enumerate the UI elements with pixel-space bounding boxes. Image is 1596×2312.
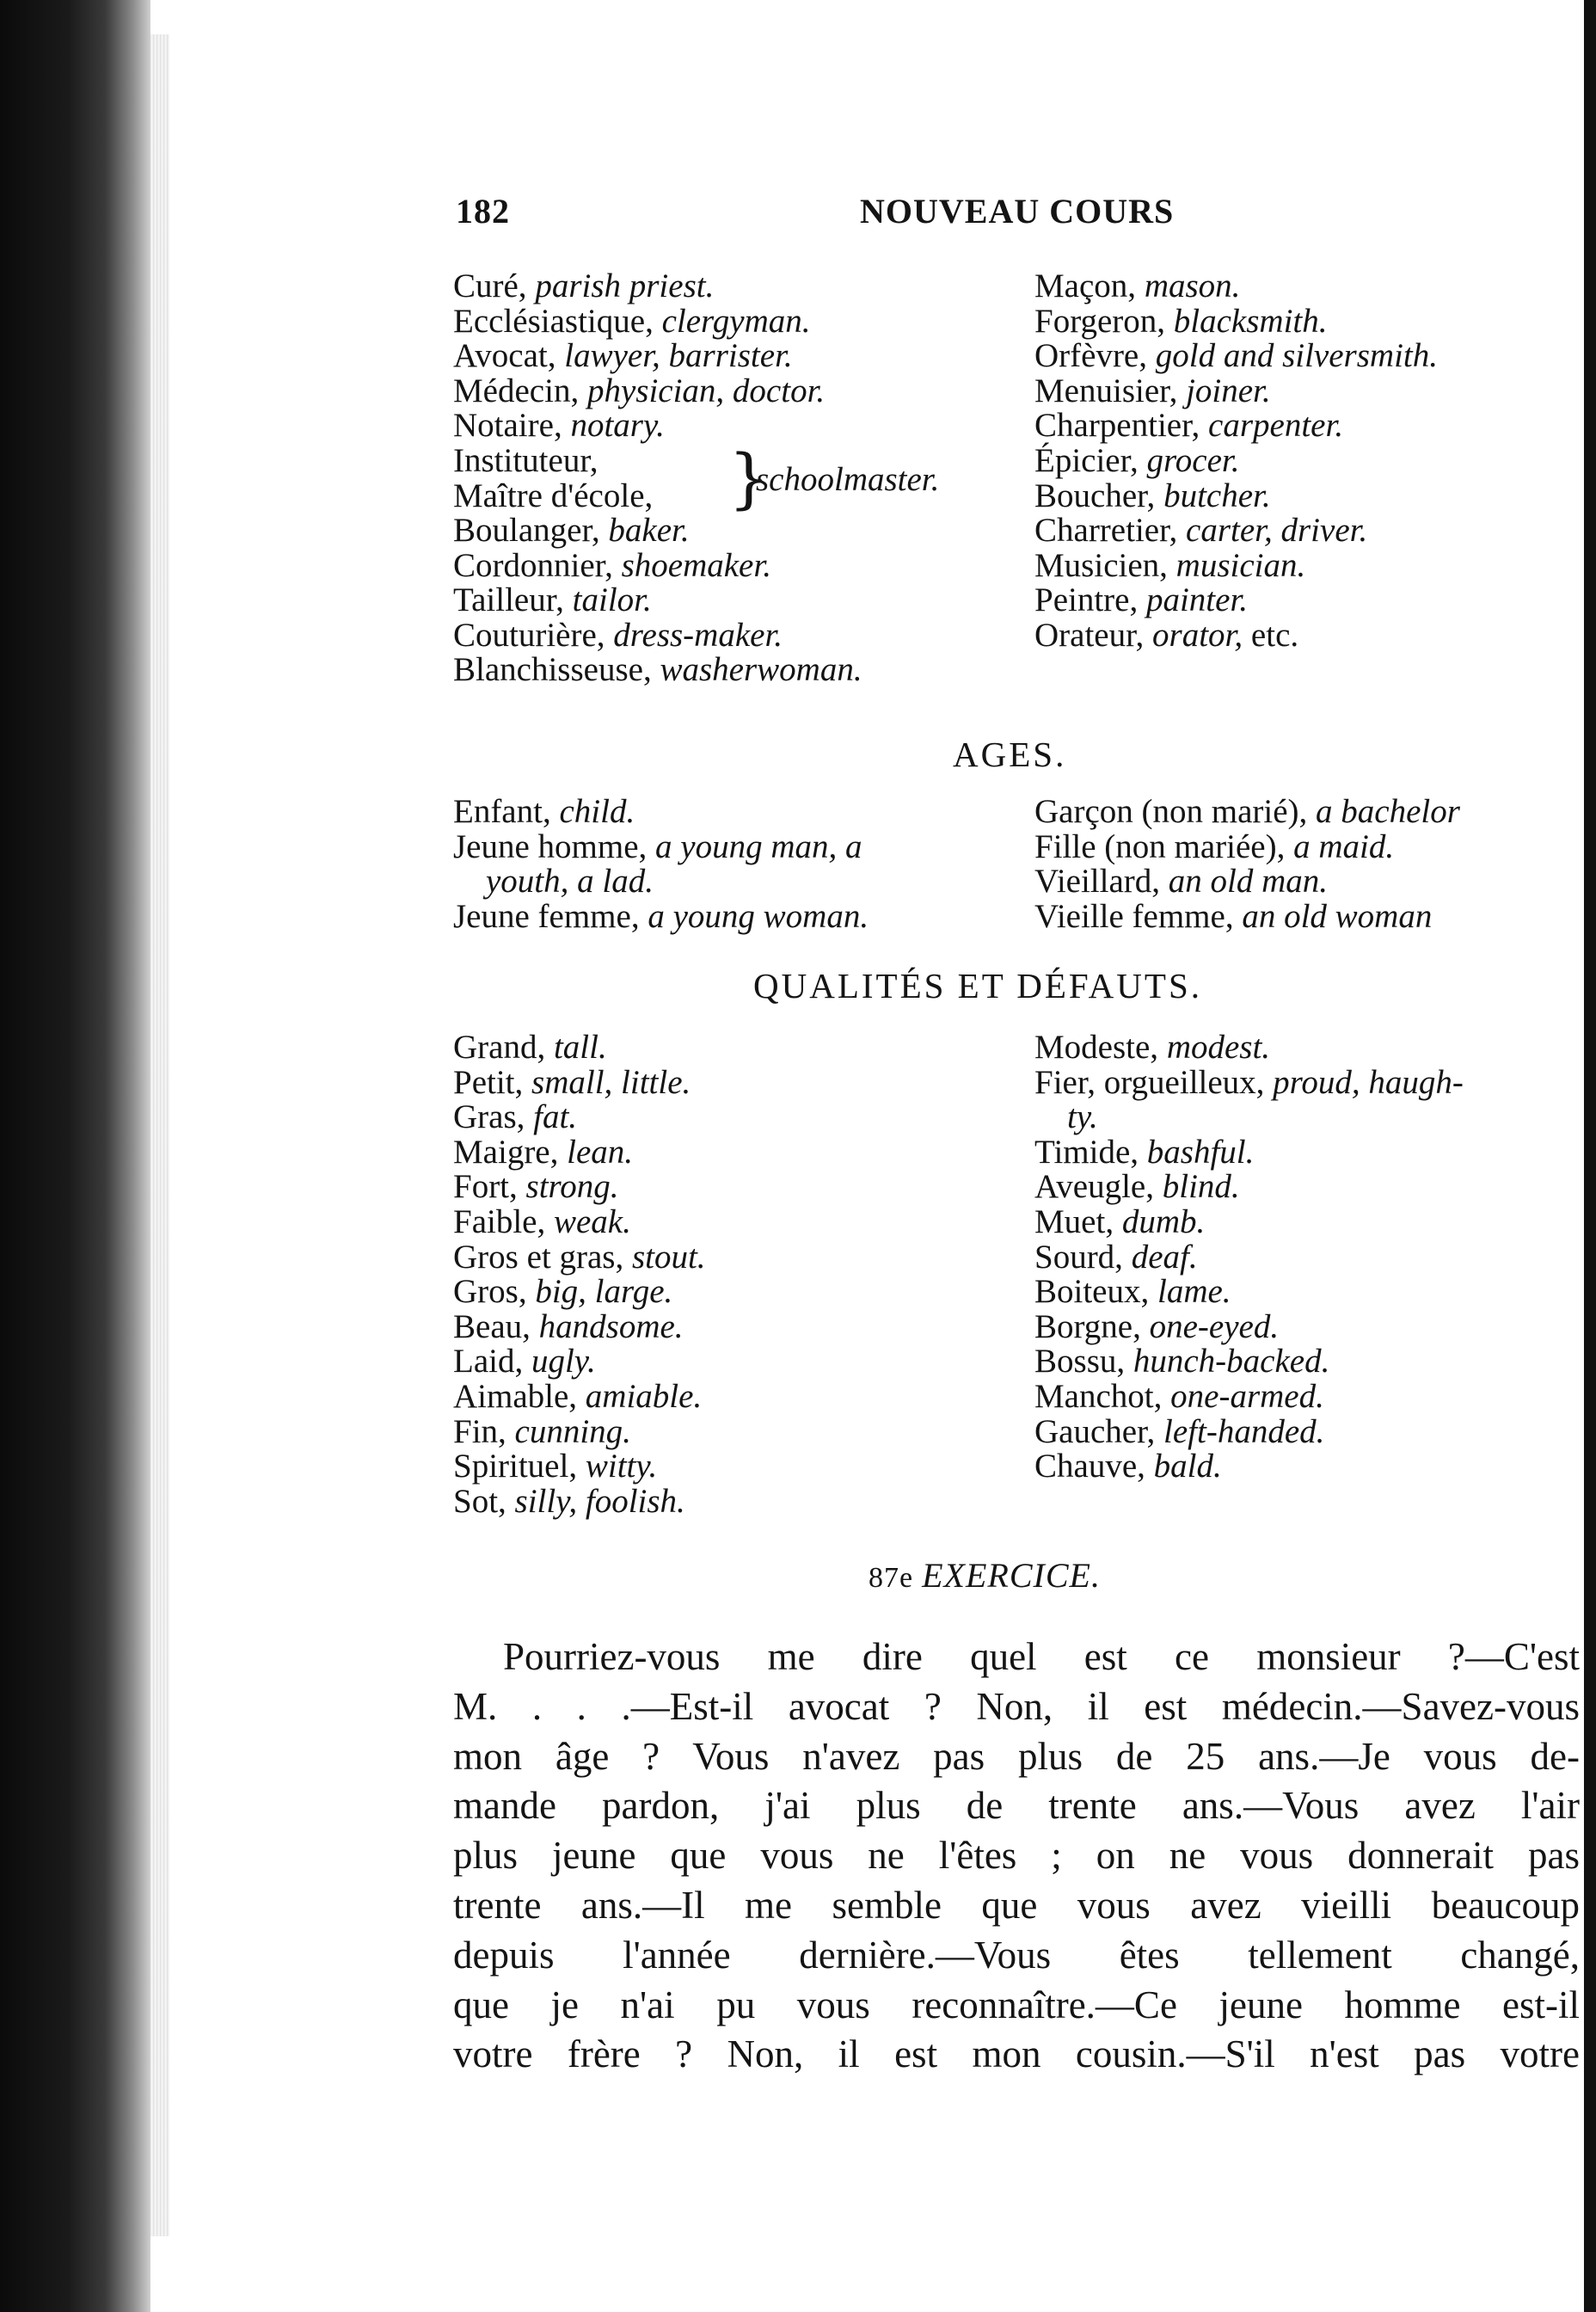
vocab-entry: Épicier, grocer. (1034, 441, 1240, 479)
professions-right-column (1034, 269, 1438, 654)
running-title: NOUVEAU COURS (860, 192, 1175, 231)
vocab-entry: Gros, big, large. (453, 1273, 673, 1311)
book-binding-shadow (0, 0, 150, 2312)
vocab-entry: Maçon, mason. (1034, 267, 1241, 304)
vocab-entry: Menuisier, joiner. (1034, 372, 1271, 409)
vocab-entry: Muet, dumb. (1034, 1202, 1206, 1240)
vocab-entry: Aimable, amiable. (453, 1377, 703, 1415)
text-line: que je n'ai pu vous reconnaître.—Ce jeune homme est-il (453, 1983, 1580, 2026)
text-line: trente ans.—Il me semble que vous avez vieilli beaucoup (453, 1883, 1580, 1927)
vocab-entry: Boiteux, lame. (1034, 1273, 1231, 1311)
professions-left-column (453, 267, 940, 689)
vocab-entry: Musicien, musician. (1034, 546, 1306, 584)
vocab-french: Maître d'école, (453, 477, 654, 514)
page-edges (150, 34, 169, 2236)
exercise-number: 87e (869, 1562, 914, 1594)
vocab-entry: Manchot, one-armed. (1034, 1377, 1324, 1415)
section-title-qualities: QUALITÉS ET DÉFAUTS. (753, 966, 1202, 1005)
braced-entry (453, 439, 940, 516)
curly-brace-glyph: } (728, 439, 770, 516)
vocab-entry-continuation: youth, a lad. (486, 863, 654, 901)
vocab-entry: Curé, parish priest. (453, 267, 715, 304)
vocab-entry: Fille (non mariée), a maid. (1034, 827, 1395, 865)
text-line: Pourriez-vous me dire quel est ce monsieur ?—C'est (503, 1635, 1580, 1678)
vocab-entry: Forgeron, blacksmith. (1034, 302, 1328, 340)
exercise-heading (869, 1555, 1101, 1596)
vocab-entry: Avocat, lawyer, barrister. (453, 337, 793, 375)
vocab-entry: Fier, orgueilleux, proud, haugh- (1034, 1063, 1464, 1101)
qualities-right-column (1034, 1030, 1464, 1485)
vocab-entry: Spirituel, witty. (453, 1448, 658, 1485)
vocab-entry: Vieille femme, an old woman (1034, 897, 1433, 935)
vocab-entry: Gros et gras, stout. (453, 1238, 706, 1276)
text-line: votre frère ? Non, il est mon cousin.—S'il n'est pas votre (453, 2032, 1580, 2076)
vocab-entry: Chauve, bald. (1034, 1448, 1222, 1485)
vocab-entry: Laid, ugly. (453, 1343, 596, 1380)
vocab-entry: Sot, silly, foolish. (453, 1482, 685, 1520)
vocab-entry: Orfèvre, gold and silversmith. (1034, 337, 1438, 375)
vocab-entry: Beau, handsome. (453, 1307, 684, 1345)
vocab-entry: Gaucher, left-handed. (1034, 1412, 1325, 1450)
text-line: mande pardon, j'ai plus de trente ans.—Vous avez l'air (453, 1784, 1580, 1828)
vocab-entry: Charpentier, carpenter. (1034, 407, 1344, 445)
vocab-entry: Jeune femme, a young woman. (453, 897, 869, 935)
vocab-entry: Boulanger, baker. (453, 511, 690, 549)
vocab-entry: Jeune homme, a young man, a (453, 827, 862, 865)
text-line: depuis l'année dernière.—Vous êtes tellement changé, (453, 1933, 1580, 1977)
vocab-entry: Orateur, orator, etc. (1034, 616, 1299, 654)
vocab-english: schoolmaster. (756, 460, 940, 498)
vocab-entry: Modeste, modest. (1034, 1029, 1271, 1066)
vocab-entry: Faible, weak. (453, 1202, 631, 1240)
vocab-entry: Sourd, deaf. (1034, 1238, 1198, 1276)
vocab-entry: Médecin, physician, doctor. (453, 372, 826, 409)
ages-left-column (453, 795, 869, 934)
vocab-entry: Cordonnier, shoemaker. (453, 546, 771, 584)
vocab-entry: Boucher, butcher. (1034, 477, 1271, 514)
page-number: 182 (456, 192, 510, 231)
vocab-entry: Couturière, dress-maker. (453, 616, 783, 654)
vocab-entry: Garçon (non marié), a bachelor (1034, 793, 1460, 830)
qualities-left-column (453, 1030, 706, 1519)
vocab-entry: Vieillard, an old man. (1034, 863, 1329, 901)
vocab-entry: Timide, bashful. (1034, 1133, 1255, 1171)
vocab-entry-continuation: ty. (1067, 1098, 1098, 1136)
scan-border (1584, 0, 1596, 2312)
vocab-entry: Ecclésiastique, clergyman. (453, 302, 811, 340)
vocab-entry: Peintre, painter. (1034, 581, 1249, 619)
exercise-text (453, 1633, 1580, 2080)
vocab-entry: Charretier, carter, driver. (1034, 512, 1368, 550)
section-title-ages: AGES. (953, 735, 1067, 774)
vocab-french: Instituteur, (453, 441, 598, 479)
text-line: mon âge ? Vous n'avez pas plus de 25 ans.—Je vous de- (453, 1734, 1580, 1778)
vocab-entry: Fort, strong. (453, 1168, 619, 1206)
ages-right-column (1034, 795, 1460, 934)
text-line: M. . . .—Est-il avocat ? Non, il est médecin.—Savez-vous (453, 1684, 1580, 1728)
vocab-entry: Grand, tall. (453, 1029, 607, 1066)
exercise-title: EXERCICE. (922, 1556, 1101, 1595)
vocab-entry: Gras, fat. (453, 1098, 578, 1136)
vocab-entry: Petit, small, little. (453, 1063, 691, 1101)
vocab-entry: Aveugle, blind. (1034, 1168, 1240, 1206)
vocab-entry: Borgne, one-eyed. (1034, 1307, 1280, 1345)
vocab-entry: Bossu, hunch-backed. (1034, 1343, 1330, 1380)
vocab-entry: Notaire, notary. (453, 407, 665, 445)
vocab-entry: Blanchisseuse, washerwoman. (453, 651, 862, 689)
text-line: plus jeune que vous ne l'êtes ; on ne vous donnerait pas (453, 1834, 1580, 1878)
vocab-entry: Tailleur, tailor. (453, 581, 652, 619)
vocab-entry: Enfant, child. (453, 793, 635, 830)
vocab-entry: Fin, cunning. (453, 1412, 631, 1450)
vocab-entry: Maigre, lean. (453, 1133, 634, 1171)
